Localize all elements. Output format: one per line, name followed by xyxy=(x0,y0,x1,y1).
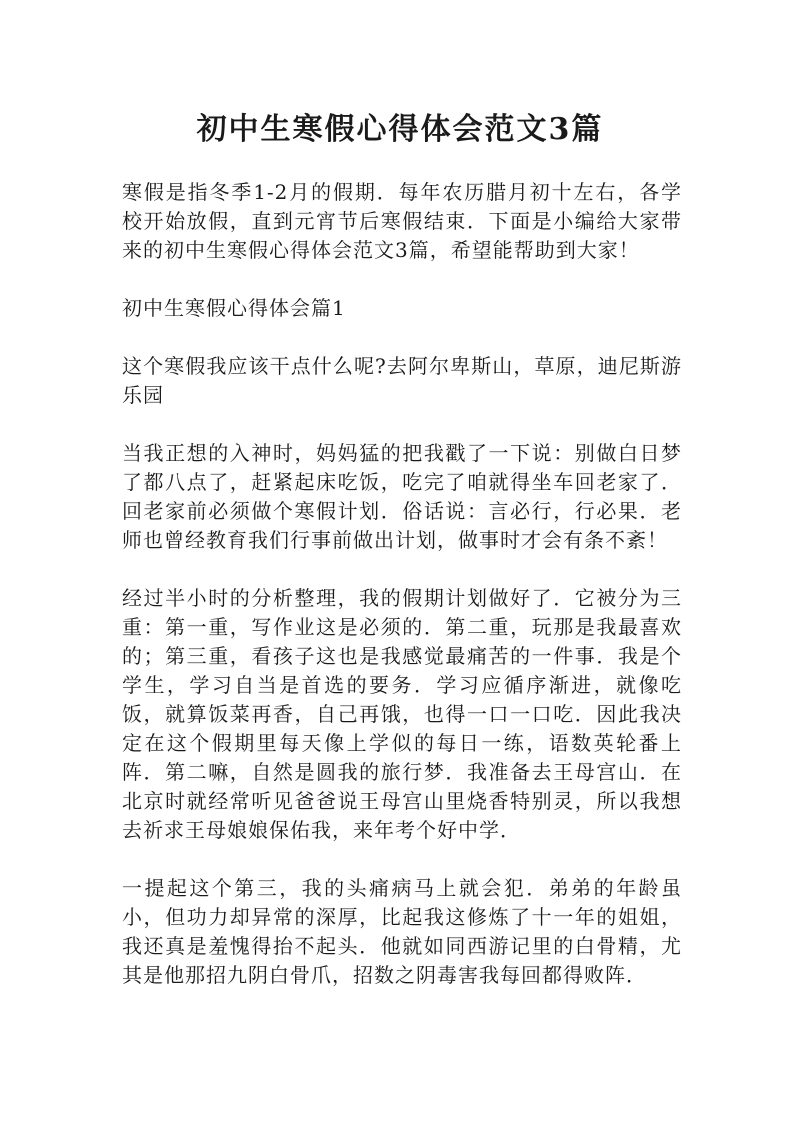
document-body xyxy=(122,178,682,990)
body-paragraph: 当我正想的入神时，妈妈猛的把我戳了一下说：别做白日梦了都八点了，赶紧起床吃饭，吃完了咱就得坐车回老家了．回老家前必须做个寒假计划．俗话说：言必行，行必果．老师也曾经教育我们行事前做出计划，做事时才会有条不紊！ xyxy=(122,441,682,552)
body-paragraph: 这个寒假我应该干点什么呢?去阿尔卑斯山，草原，迪尼斯游乐园 xyxy=(122,354,682,407)
intro-paragraph: 寒假是指冬季1-2月的假期．每年农历腊月初十左右，各学校开始放假，直到元宵节后寒假结束．下面是小编给大家带来的初中生寒假心得体会范文3篇，希望能帮助到大家！ xyxy=(122,180,682,262)
section-heading: 初中生寒假心得体会篇1 xyxy=(122,296,346,320)
page-title: 初中生寒假心得体会范文3篇 xyxy=(196,112,604,147)
body-paragraph: 一提起这个第三，我的头痛病马上就会犯．弟弟的年龄虽小，但功力却异常的深厚，比起我这修炼了十一年的姐姐，我还真是羞愧得抬不起头．他就如同西游记里的白骨精，尤其是他那招九阴白骨爪，招数之阴毒害我每回都得败阵． xyxy=(122,876,682,987)
body-paragraph: 经过半小时的分析整理，我的假期计划做好了．它被分为三重：第一重，写作业这是必须的．第二重，玩那是我最喜欢的；第三重，看孩子这也是我感觉最痛苦的一件事．我是个学生，学习自当是首选的要务．学习应循序渐进，就像吃饭，就算饭菜再香，自己再饿，也得一口一口吃．因此我决定在这个假期里每天像上学似的每日一练，语数英轮番上阵．第二嘛，自然是圆我的旅行梦．我准备去王母宫山．在北京时就经常听见爸爸说王母宫山里烧香特别灵，所以我想去祈求王母娘娘保佑我，来年考个好中学． xyxy=(122,586,682,842)
